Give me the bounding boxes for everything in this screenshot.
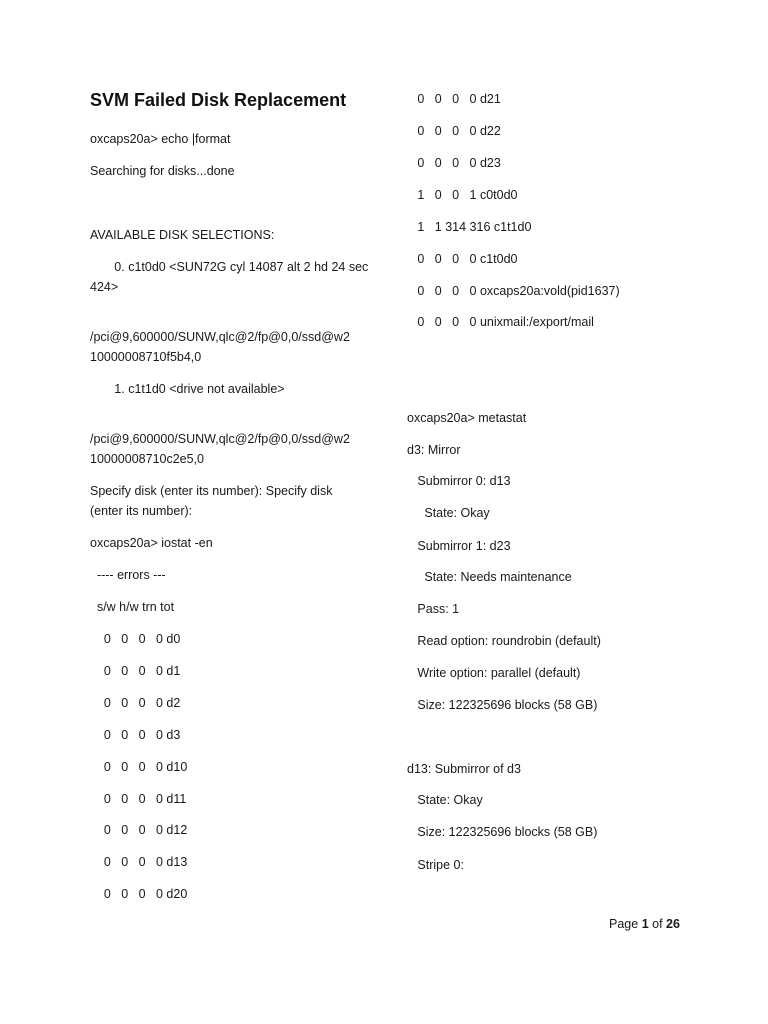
text-line: oxcaps20a> metastat xyxy=(407,411,527,425)
text-line: 0 0 0 0 d20 xyxy=(90,887,188,901)
text-line: 1 1 314 316 c1t1d0 xyxy=(407,220,532,234)
text-line: 1. c1t1d0 <drive not available> xyxy=(90,382,285,396)
text-line: 10000008710c2e5,0 xyxy=(90,452,205,466)
text-line: State: Needs maintenance xyxy=(407,570,572,584)
footer-page-total: 26 xyxy=(666,917,680,931)
text-line: AVAILABLE DISK SELECTIONS: xyxy=(90,228,275,242)
text-line: State: Okay xyxy=(407,506,490,520)
text-line: 0 0 0 0 d22 xyxy=(407,124,501,138)
text-line: State: Okay xyxy=(407,793,483,807)
text-line: 0 0 0 0 d13 xyxy=(90,855,188,869)
text-line: 0 0 0 0 c1t0d0 xyxy=(407,252,518,266)
text-line: /pci@9,600000/SUNW,qlc@2/fp@0,0/ssd@w2 xyxy=(90,432,350,446)
text-line: Searching for disks...done xyxy=(90,164,235,178)
text-line: Size: 122325696 blocks (58 GB) xyxy=(407,698,598,712)
text-line: Write option: parallel (default) xyxy=(407,666,581,680)
text-line: 0 0 0 0 d3 xyxy=(90,728,181,742)
text-line: Stripe 0: xyxy=(407,858,464,872)
text-line: 424> xyxy=(90,280,119,294)
text-line: Submirror 0: d13 xyxy=(407,474,511,488)
text-line: d13: Submirror of d3 xyxy=(407,762,521,776)
text-line: 0 0 0 0 d1 xyxy=(90,664,181,678)
text-line: Pass: 1 xyxy=(407,602,460,616)
text-line: Read option: roundrobin (default) xyxy=(407,634,601,648)
text-line: 0 0 0 0 d12 xyxy=(90,823,188,837)
page-footer xyxy=(609,914,680,934)
text-line: 10000008710f5b4,0 xyxy=(90,350,202,364)
text-line: 0. c1t0d0 <SUN72G cyl 14087 alt 2 hd 24 sec xyxy=(90,260,369,274)
text-line: oxcaps20a> echo |format xyxy=(90,132,231,146)
text-line: Size: 122325696 blocks (58 GB) xyxy=(407,825,598,839)
text-line: d3: Mirror xyxy=(407,443,461,457)
footer-page-number: 1 xyxy=(641,917,649,931)
text-line: (enter its number): xyxy=(90,504,193,518)
text-line: 0 0 0 0 d0 xyxy=(90,632,181,646)
text-line: 0 0 0 0 d10 xyxy=(90,760,188,774)
text-line: 0 0 0 0 d23 xyxy=(407,156,501,170)
footer-page-word: Page xyxy=(609,917,639,931)
text-line: 0 0 0 0 unixmail:/export/mail xyxy=(407,315,594,329)
text-line: /pci@9,600000/SUNW,qlc@2/fp@0,0/ssd@w2 xyxy=(90,330,350,344)
text-line: Specify disk (enter its number): Specify disk xyxy=(90,484,333,498)
text-line: 0 0 0 0 d11 xyxy=(90,792,187,806)
text-line: 0 0 0 0 oxcaps20a:vold(pid1637) xyxy=(407,284,620,298)
text-line: oxcaps20a> iostat -en xyxy=(90,536,213,550)
text-line: ---- errors --- xyxy=(90,568,166,582)
footer-of-word: of xyxy=(652,917,663,931)
page-title: SVM Failed Disk Replacement xyxy=(90,90,347,110)
text-line: s/w h/w trn tot xyxy=(90,600,175,614)
text-line: 0 0 0 0 d21 xyxy=(407,92,501,106)
text-line: 1 0 0 1 c0t0d0 xyxy=(407,188,518,202)
text-line: 0 0 0 0 d2 xyxy=(90,696,181,710)
text-line: Submirror 1: d23 xyxy=(407,539,511,553)
